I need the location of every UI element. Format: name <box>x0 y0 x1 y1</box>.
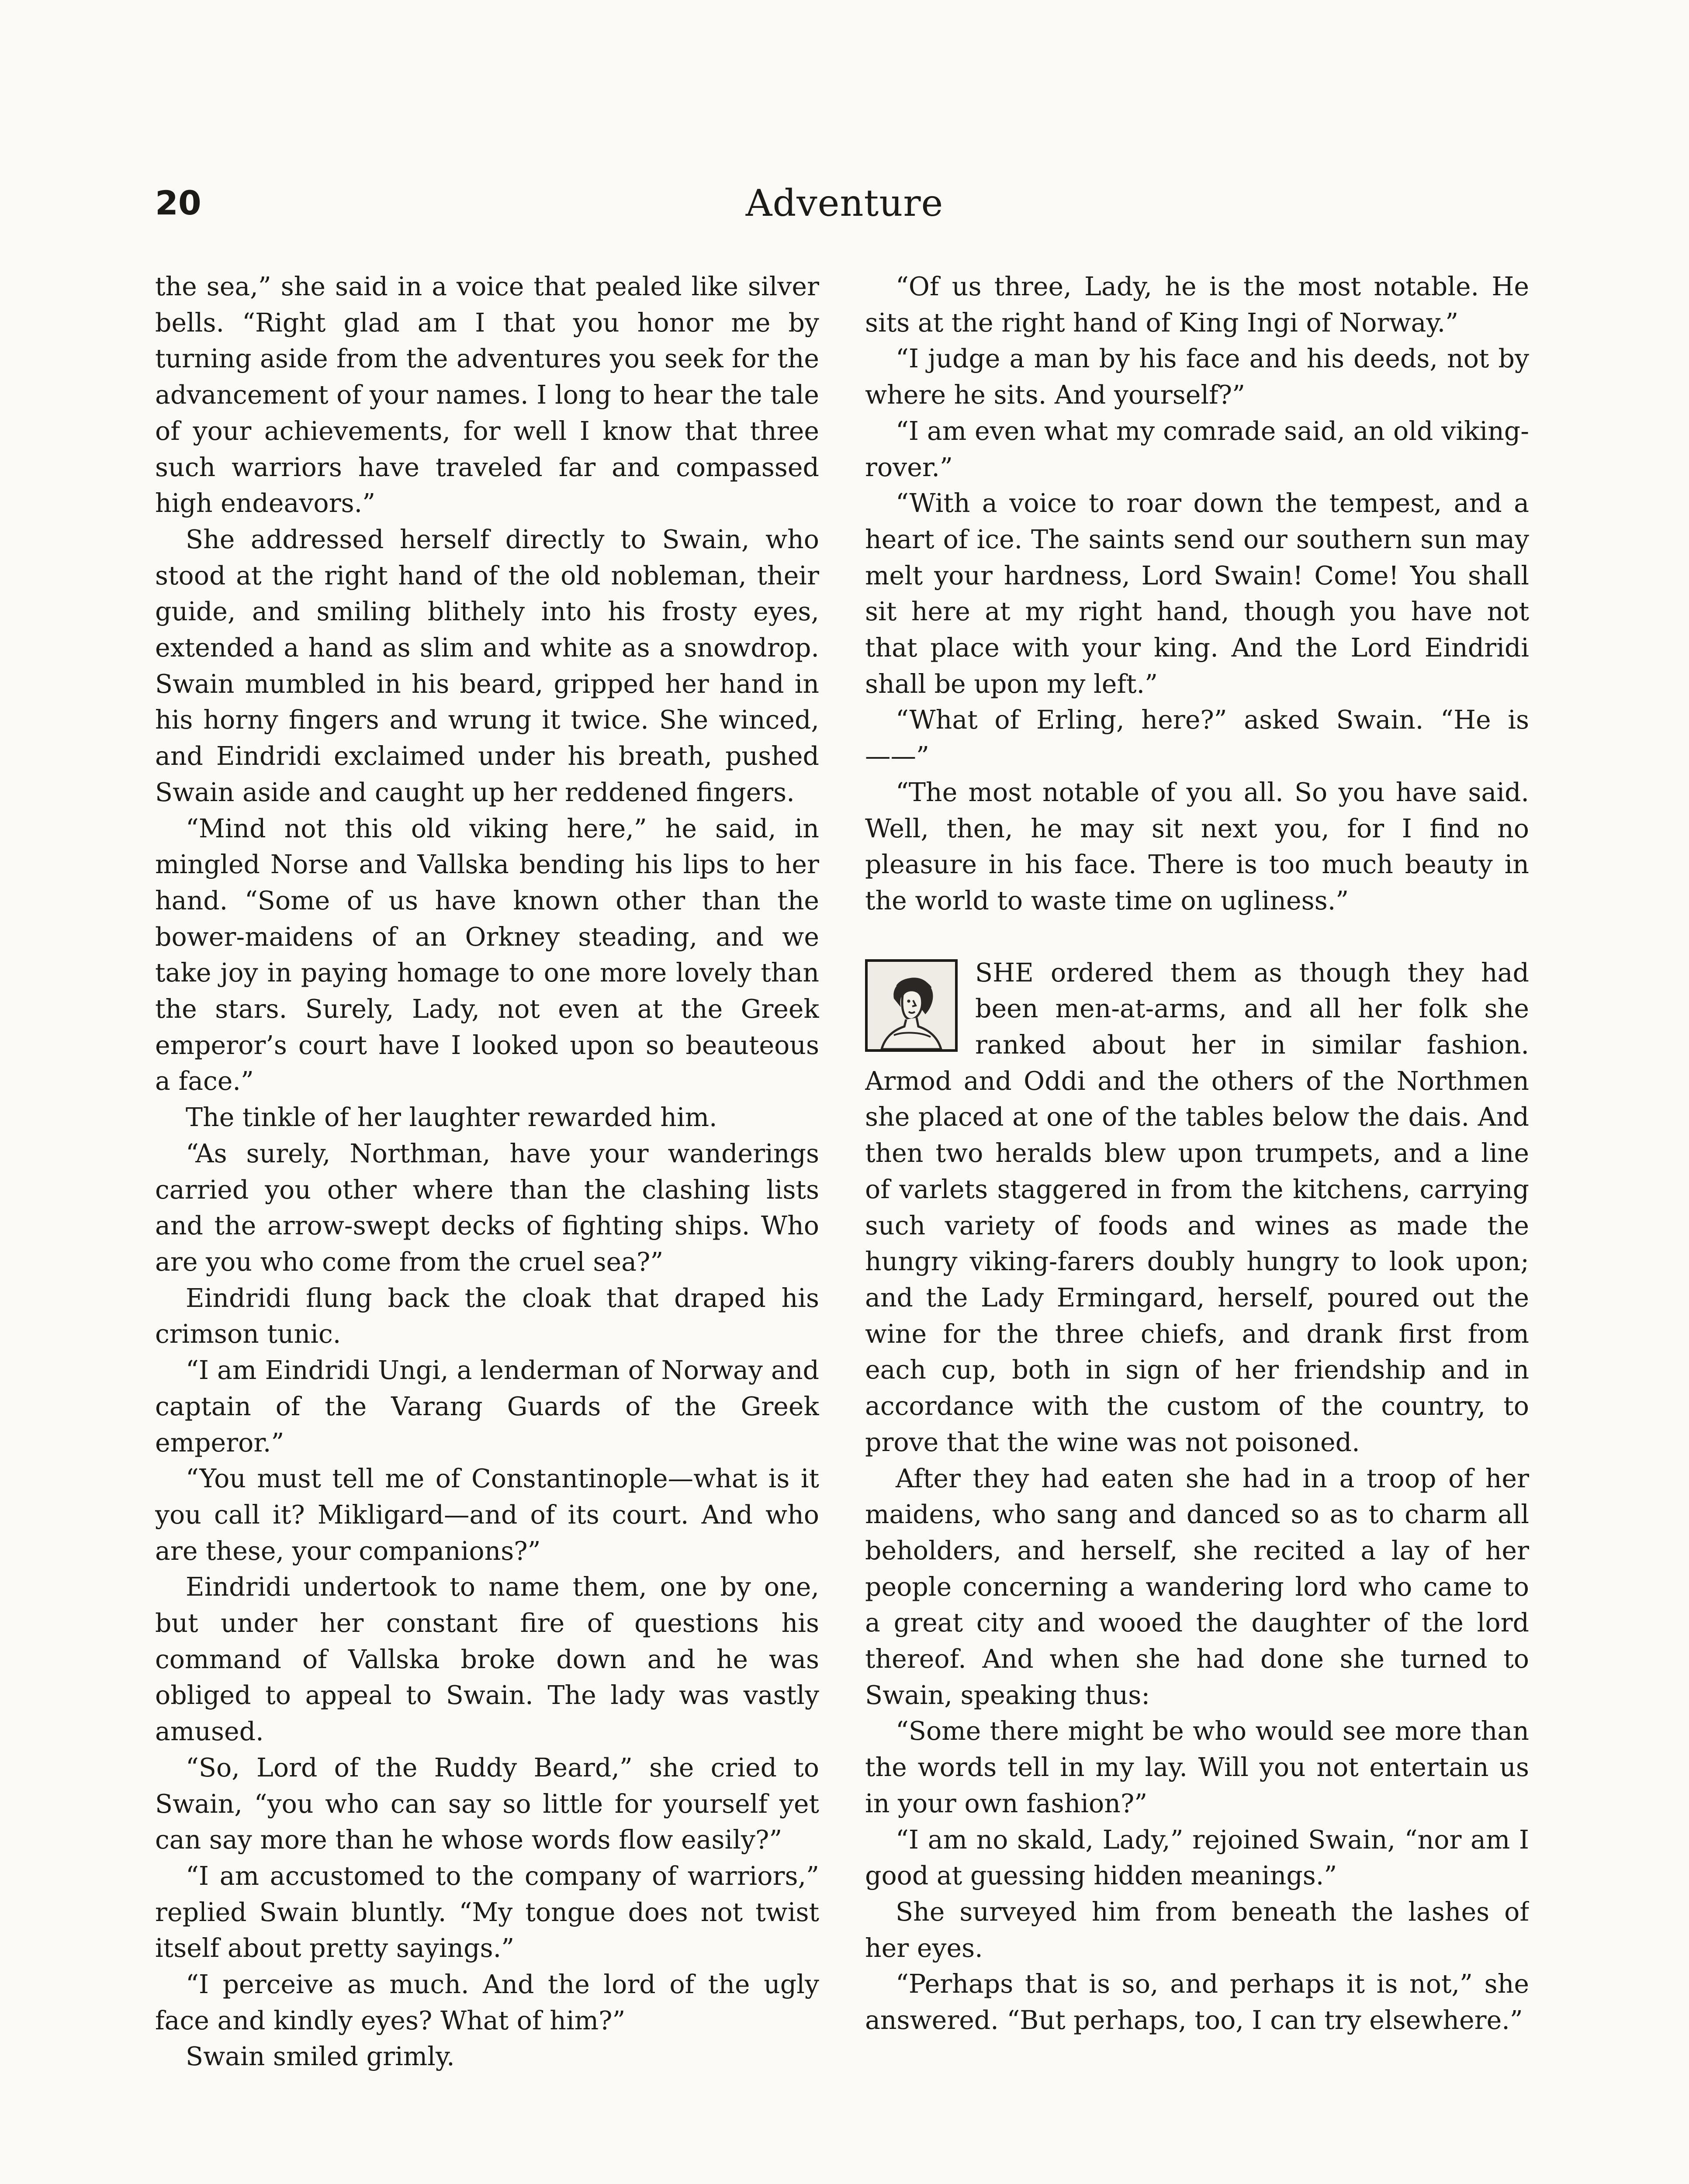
paragraph: After they had eaten she had in a troop of her maidens, who sang and danced so as to charm all beholders, and herself, she recited a lay of her people concerning a wandering lord who came to a great city and wooed the daughter of the lord thereof. And when she had done she turned to Swain, speaking thus: <box>865 1463 1529 1710</box>
paragraph: “I am Eindridi Ungi, a lenderman of Norway and captain of the Varang Guards of the Greek emperor.” <box>155 1355 819 1458</box>
section-break <box>865 919 1529 955</box>
left-column <box>155 269 819 2184</box>
paragraph: She surveyed him from beneath the lashes of her eyes. <box>865 1897 1529 1963</box>
page-header <box>0 175 1689 232</box>
paragraph: “As surely, Northman, have your wanderings carried you other where than the clashing lists and the arrow-swept decks of fighting ships. Who are you who come from the cruel sea?” <box>155 1138 819 1277</box>
paragraph: Swain smiled grimly. <box>186 2042 455 2072</box>
paragraph: The tinkle of her laughter rewarded him. <box>186 1102 717 1133</box>
paragraph: “I judge a man by his face and his deeds, not by where he sits. And yourself?” <box>865 344 1529 410</box>
paragraph: “I am no skald, Lady,” rejoined Swain, “nor am I good at guessing hidden meanings.” <box>865 1825 1529 1891</box>
right-column <box>865 269 1529 2184</box>
paragraph: “Of us three, Lady, he is the most notable. He sits at the right hand of King Ingi of Norway.” <box>865 272 1529 338</box>
paragraph: She addressed herself directly to Swain, who stood at the right hand of the old nobleman, their guide, and smiling blithely into his frosty eyes, extended a hand as slim and white as a snowdrop. Swain mumbled in his beard, gripped her hand in his horny fingers and wrung it twice. She winced, and Eindridi exclaimed under his breath, pushed Swain aside and caught up her reddened fingers. <box>155 524 819 807</box>
running-title: Adventure <box>745 182 944 225</box>
paragraph: “With a voice to roar down the tempest, and a heart of ice. The saints send our southern sun may melt your hardness, Lord Swain! Come! You shall sit here at my right hand, though you have not that place with your king. And the Lord Eindridi shall be upon my left.” <box>865 488 1529 699</box>
paragraph: Eindridi undertook to name them, one by one, but under her constant fire of questions his command of Vallska broke down and he was obliged to appeal to Swain. The lady was vastly amused. <box>155 1572 819 1747</box>
paragraph: “Some there might be who would see more than the words tell in my lay. Will you not entertain us in your own fashion?” <box>865 1716 1529 1818</box>
paragraph: Eindridi flung back the cloak that draped his crimson tunic. <box>155 1283 819 1349</box>
paragraph: the sea,” she said in a voice that pealed like silver bells. “Right glad am I that you honor me by turning aside from the adventures you seek for the advancement of your names. I long to hear the tale of your achievements, for well I know that three such warriors have traveled far and compassed high endeavors.” <box>155 272 819 518</box>
page-number: 20 <box>155 183 201 222</box>
paragraph: “I perceive as much. And the lord of the ugly face and kindly eyes? What of him?” <box>155 1970 819 2035</box>
woman-portrait-icon <box>865 959 958 1052</box>
paragraph: SHE ordered them as though they had been men-at-arms, and all her folk she ranked about her in similar fashion. Armod and Oddi and the others of the Northmen she placed at one of the tables below the dais. And then two heralds blew upon trumpets, and a line of varlets staggered in from the kitchens, carrying such variety of foods and wines as made the hungry viking-farers doubly hungry to look upon; and the Lady Ermingard, herself, poured out the wine for the three chiefs, and drank first from each cup, both in sign of her friendship and in accordance with the custom of the country, to prove that the wine was not poisoned. <box>865 957 1529 1457</box>
paragraph: “Mind not this old viking here,” he said, in mingled Norse and Vallska bending his lips to her hand. “Some of us have known other than the bower-maidens of an Orkney steading, and we take joy in paying homage to one more lovely than the stars. Surely, Lady, not even at the Greek emperor’s court have I looked upon so beauteous a face.” <box>155 813 819 1096</box>
paragraph: “I am even what my comrade said, an old viking-rover.” <box>865 416 1529 482</box>
paragraph: “The most notable of you all. So you have said. Well, then, he may sit next you, for I find no pleasure in his face. There is too much beauty in the world to waste time on ugliness.” <box>865 777 1529 916</box>
paragraph: “Perhaps that is so, and perhaps it is not,” she answered. “But perhaps, too, I can try elsewhere.” <box>865 1969 1529 2035</box>
paragraph: “You must tell me of Constantinople—what is it you call it? Mikligard—and of its court. And who are these, your companions?” <box>155 1464 819 1566</box>
paragraph: “I am accustomed to the company of warriors,” replied Swain bluntly. “My tongue does not twist itself about pretty sayings.” <box>155 1861 819 1963</box>
paragraph: “So, Lord of the Ruddy Beard,” she cried to Swain, “you who can say so little for yourself yet can say more than he whose words flow easily?” <box>155 1752 819 1855</box>
paragraph: “What of Erling, here?” asked Swain. “He is——” <box>865 705 1529 771</box>
